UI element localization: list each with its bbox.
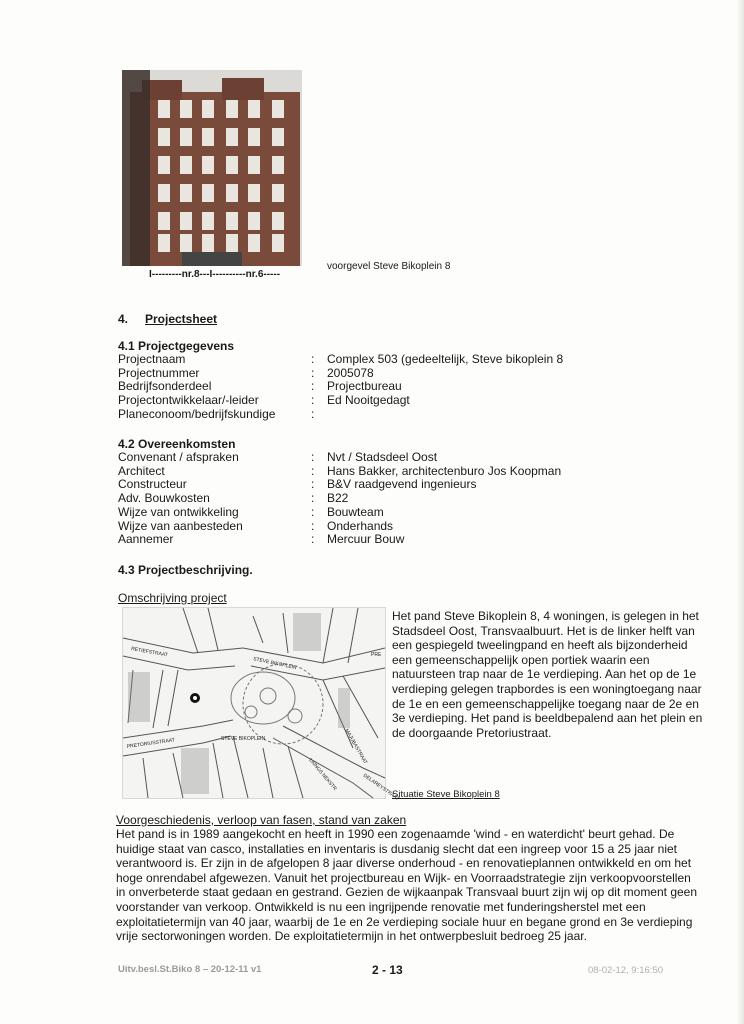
building-window — [248, 100, 260, 118]
text-line: in onverbeterde staat gedaan en gestrand. Gezien de wijkaanpak Transvaal buurt zijn wij op dit moment geen — [116, 885, 698, 900]
row-value: Ed Nooitgedagt — [327, 393, 410, 408]
row-key: Projectnaam — [118, 352, 186, 366]
building-window — [202, 184, 214, 202]
map-label-r7: LAINGS NEKSTR — [307, 757, 338, 792]
building-window — [158, 128, 170, 146]
row-key: Wijze van ontwikkeling — [118, 504, 239, 519]
building-window — [202, 100, 214, 118]
row-value: Hans Bakker, architectenburo Jos Koopman — [327, 463, 562, 478]
building-window — [158, 100, 170, 118]
row-value: Onderhands — [327, 518, 394, 533]
text-line: Het pand is in 1989 aangekocht en heeft in 1990 een zogenaamde 'wind - en waterdicht' beurt gehad. De — [116, 827, 675, 841]
row-colon: : — [311, 477, 315, 492]
row-key: Constructeur — [118, 477, 187, 492]
house-number-line: I---------nr.8---I----------nr.6----- — [149, 269, 281, 280]
text-line: huidige staat van casco, installaties en inventaris is dusdanig slecht dat een ingreep voor 15 a 25 jaar niet — [116, 841, 678, 856]
building-window — [248, 184, 260, 202]
building-window — [226, 212, 238, 230]
row-colon: : — [311, 365, 315, 380]
row-key: Projectnummer — [118, 365, 200, 380]
subsection-title-43: 4.3 Projectbeschrijving. — [118, 563, 253, 577]
subsection-title-41: 4.1 Projectgegevens — [118, 339, 235, 353]
building-window — [158, 184, 170, 202]
footer-timestamp: 08-02-12, 9:16:50 — [588, 965, 664, 976]
building-window — [272, 156, 284, 174]
building-window — [272, 100, 284, 118]
building-window — [158, 156, 170, 174]
building-window — [180, 184, 192, 202]
row-colon: : — [311, 504, 315, 519]
row-colon: : — [311, 393, 315, 408]
building-window — [226, 156, 238, 174]
voorgeschiedenis-text — [116, 827, 716, 944]
building-window — [158, 234, 170, 252]
situation-map — [122, 607, 401, 803]
text-line: vrije sectorwoningen worden. De exploitatietermijn in het ontwerpbesluit bedroeg 25 jaar. — [116, 929, 587, 944]
building-window — [248, 156, 260, 174]
text-line: 3e verdieping. Het pand is beeldbepalend aan het plein en — [392, 711, 703, 726]
building-window — [180, 100, 192, 118]
building-window — [226, 100, 238, 118]
voorgeschiedenis-label: Voorgeschiedenis, verloop van fasen, stand van zaken — [116, 813, 407, 827]
text-line: de 1e en een gemeenschappelijke toegang naar de 2e en — [392, 696, 699, 711]
building-window — [180, 234, 192, 252]
section-title: Projectsheet — [145, 312, 218, 326]
building-window — [248, 128, 260, 146]
building-facade-photo — [122, 70, 302, 266]
building-window — [180, 128, 192, 146]
section-number: 4. — [118, 312, 129, 326]
row-colon: : — [311, 463, 315, 478]
map-label-r1: RETIEFSTRAAT — [130, 646, 169, 659]
building-window — [202, 156, 214, 174]
map-label-r3: PRE — [371, 652, 382, 658]
row-colon: : — [311, 450, 315, 464]
row-key: Adv. Bouwkosten — [118, 491, 210, 506]
row-key: Architect — [118, 463, 165, 478]
map-label-r4: STEVE BIKOPLEIN — [221, 736, 266, 742]
text-line: verantwoord is. Er zijn in de afgelopen 8 jaar diverse onderhoud - en renovatieplannen ontwikkeld en om het — [116, 856, 692, 871]
building-window — [272, 184, 284, 202]
building-window — [248, 234, 260, 252]
map-label-r8: DELAREYSTRAAT — [361, 772, 401, 803]
page-number: 2 - 13 — [372, 963, 403, 977]
text-line: de doorgaande Pretoriustraat. — [392, 725, 552, 740]
building-window — [248, 212, 260, 230]
row-key: Bedrijfsonderdeel — [118, 379, 212, 394]
text-line: hoge onrendabel afgewezen. Vanuit het projectbureau en Wijk- en Voorraadstrategie zijn verkoopvoorstellen — [116, 870, 691, 885]
text-line: een gemeenschappelijk open portiek waarin een — [392, 652, 650, 667]
building-window — [226, 234, 238, 252]
row-value: Bouwteam — [327, 504, 384, 519]
page-edge-shadow — [736, 0, 744, 1024]
building-window — [226, 128, 238, 146]
row-value: 2005078 — [327, 365, 374, 380]
text-line: verdieping gelegen trapbordes is een woningtoegang naar — [392, 681, 702, 696]
row-key: Aannemer — [118, 532, 174, 547]
text-line: voorstander van verkoop. Ontwikkeld is nu een ingrijpende renovatie met funderingsherstel met een — [116, 899, 646, 914]
omschrijving-label: Omschrijving project — [118, 591, 227, 605]
building-window — [272, 212, 284, 230]
row-value: B22 — [327, 491, 349, 506]
building-window — [180, 156, 192, 174]
row-value: Complex 503 (gedeeltelijk, Steve bikoplein 8 — [327, 352, 564, 366]
row-colon: : — [311, 406, 315, 421]
building-window — [272, 234, 284, 252]
row-value: Nvt / Stadsdeel Oost — [327, 450, 438, 464]
building-window — [180, 212, 192, 230]
map-label-r6: PRETORIUSSTRAAT — [126, 737, 176, 750]
building-window — [272, 128, 284, 146]
building-window — [202, 234, 214, 252]
row-key: Wijze van aanbesteden — [118, 518, 243, 533]
building-window — [226, 184, 238, 202]
row-value: B&V raadgevend ingenieurs — [327, 477, 477, 492]
row-colon: : — [311, 352, 315, 366]
text-line: een gespiegeld tweelingpand en heeft als bijzonderheid — [392, 638, 688, 653]
row-colon: : — [311, 379, 315, 394]
text-line: natuursteen trap naar de 1e verdieping. Aan het op de 1e — [392, 667, 697, 682]
row-value: Projectbureau — [327, 379, 402, 394]
row-colon: : — [311, 518, 315, 533]
map-caption: Situatie Steve Bikoplein 8 — [392, 789, 500, 800]
map-label-r5: MAJUBASTRAAT — [343, 728, 369, 766]
project-description — [392, 609, 712, 740]
row-key: Planeconoom/bedrijfskundige — [118, 406, 276, 421]
row-key: Projectontwikkelaar/-leider — [118, 393, 259, 408]
building-window — [158, 212, 170, 230]
building-window — [202, 212, 214, 230]
text-line: exploitatietermijn van 40 jaar, waarbij de 1e en 2e verdieping sociale huur en begane grond en 3e verdieping — [116, 914, 693, 929]
subsection-title-42: 4.2 Overeenkomsten — [118, 437, 236, 451]
photo-caption: voorgevel Steve Bikoplein 8 — [327, 261, 451, 272]
row-key: Convenant / afspraken — [118, 450, 239, 464]
footer-document-id: Uitv.besl.St.Biko 8 – 20-12-11 v1 — [118, 964, 262, 975]
row-colon: : — [311, 532, 315, 547]
map-label-r2: STEVE BIKOPLEIN — [252, 656, 298, 672]
text-line: Stadsdeel Oost, Transvaalbuurt. Het is de linker helft van — [392, 623, 695, 638]
building-window — [202, 128, 214, 146]
row-value: Mercuur Bouw — [327, 532, 405, 547]
row-colon: : — [311, 491, 315, 506]
text-line: Het pand Steve Bikoplein 8, 4 woningen, is gelegen in het — [392, 609, 699, 623]
